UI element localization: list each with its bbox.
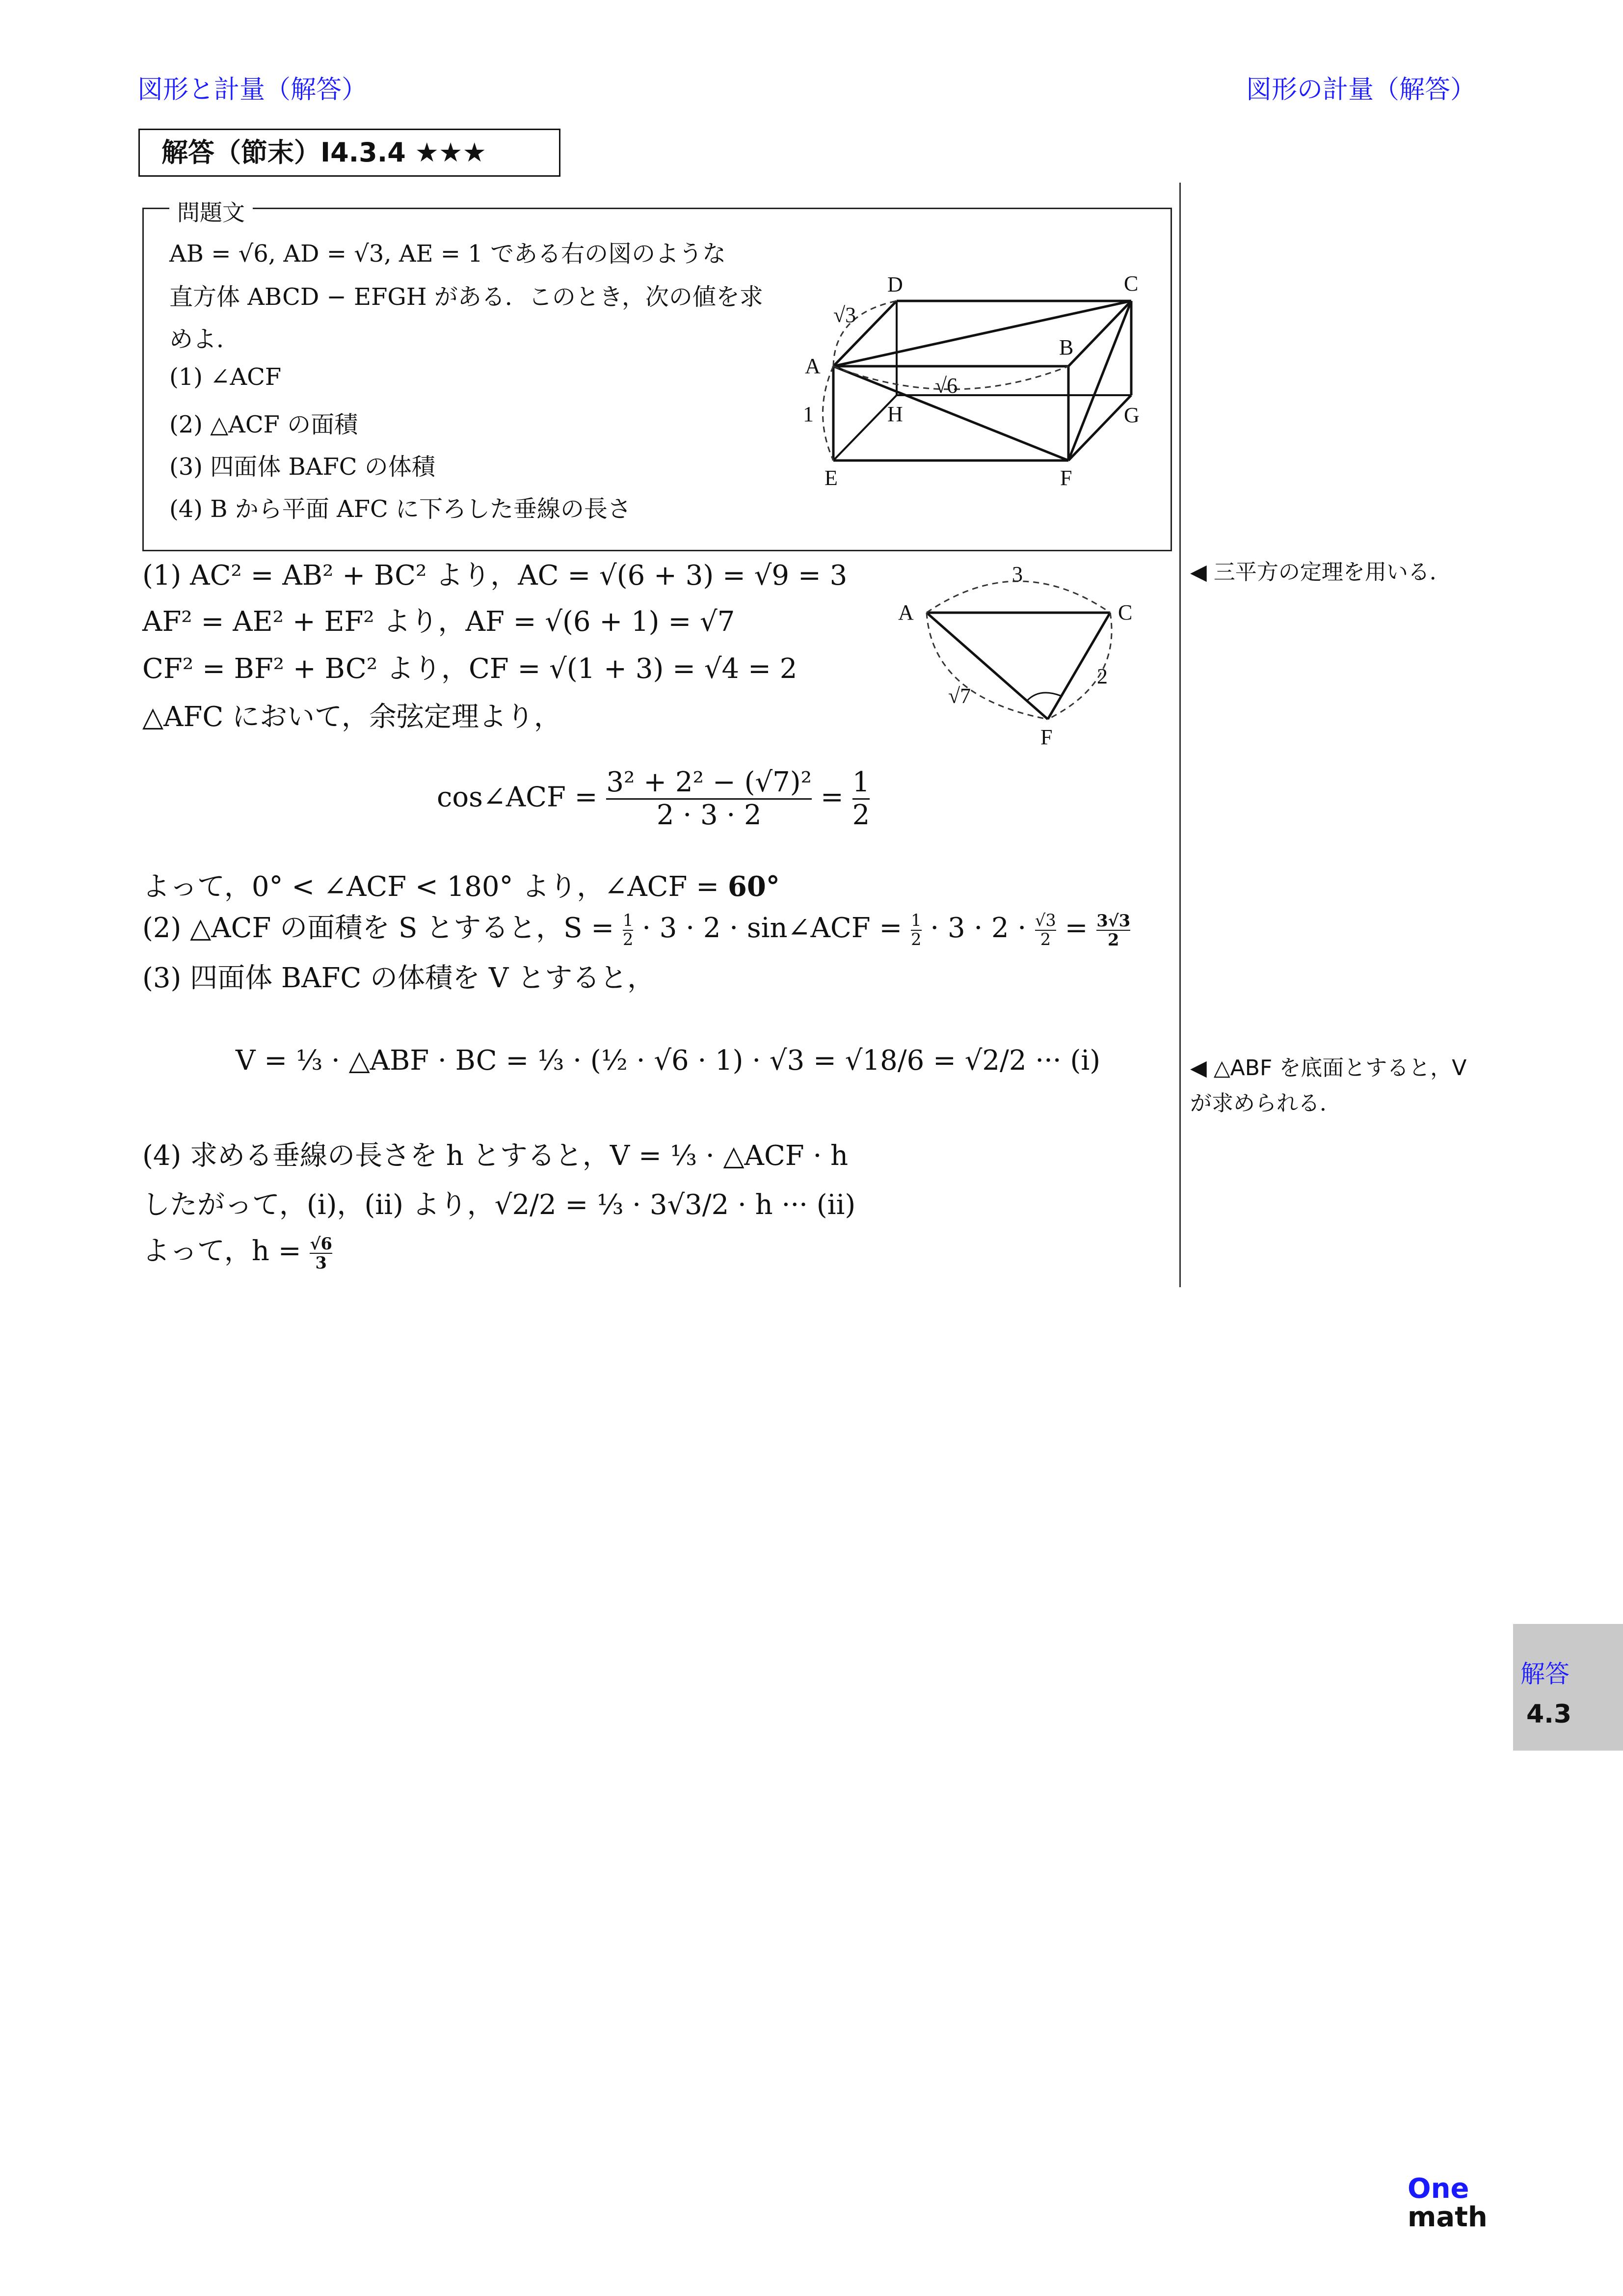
title-box: 解答（節末）I4.3.4 ★★★ (138, 129, 560, 177)
solution-2-text: (2) △ACF の面積を S とすると，S = (142, 912, 623, 944)
vertex-h: H (887, 402, 903, 426)
header-right-title: 図形の計量（解答） (1246, 75, 1476, 105)
solution-3-line: (3) 四面体 BAFC の体積を V とすると， (142, 962, 655, 994)
label-ae: 1 (803, 402, 814, 426)
tri-label-cf: 2 (1097, 664, 1108, 688)
problem-line-2: 直方体 ABCD − EFGH がある．このとき，次の値を求 (169, 283, 763, 311)
margin-note-1: ◀ 三平方の定理を用いる． (1190, 560, 1451, 585)
answer-2 (1096, 912, 1130, 949)
edge-bc (1068, 301, 1131, 366)
solution-1-line-1: (1) AC² = AB² + BC² より，AC = √(6 + 3) = √9 = 3 (142, 560, 848, 592)
label-ab: √6 (935, 374, 958, 398)
section-tab-label: 解答 (1520, 1660, 1570, 1688)
cos-denominator: 2 · 3 · 2 (606, 798, 812, 831)
sqrt3-over-2: $\frac{√3}{2}$ (1035, 910, 1056, 949)
problem-item-1: (1) ∠ACF (169, 363, 282, 391)
triangle-figure (883, 560, 1148, 751)
edge-fg (1068, 395, 1131, 460)
solution-1-line-2: AF² = AE² + EF² より，AF = √(6 + 1) = √7 (142, 606, 735, 638)
segment-ac (833, 301, 1131, 366)
segment-cf (1068, 301, 1131, 460)
cos-lhs: cos∠ACF = (437, 781, 598, 813)
margin-note-2b: が求められる． (1190, 1091, 1341, 1116)
cosine-equation (437, 767, 870, 832)
tri-vertex-a: A (898, 600, 914, 624)
problem-line-1: AB = √6, AD = √3, AE = 1 である右の図のような (169, 240, 726, 268)
tri-label-ac: 3 (1012, 562, 1023, 586)
cos-result-num: 1 (852, 766, 870, 798)
half-2: $\frac{1}{2}$ (911, 910, 922, 949)
vertex-f: F (1060, 466, 1072, 490)
header-left-title: 図形と計量（解答） (137, 75, 368, 105)
problem-line-3: めよ． (169, 325, 240, 353)
solution-2-eq: = (1056, 912, 1097, 944)
logo-line-2: math (1408, 2201, 1488, 2233)
answer-2-den: 2 (1096, 930, 1130, 949)
solution-1-conclusion (142, 865, 780, 904)
cos-fraction (606, 767, 812, 832)
answer-4-den: 3 (310, 1253, 332, 1272)
answer-1: 60° (727, 870, 780, 903)
solution-4-conclusion (142, 1229, 332, 1271)
cos-equals: = (820, 781, 844, 813)
solution-4-text: よって，h = (142, 1235, 310, 1267)
volume-equation: V = ⅓ · △ABF · BC = ⅓ · (½ · √6 · 1) · √3 = √18/6 = √2/2 ··· (i) (236, 1045, 1101, 1077)
tri-vertex-c: C (1118, 600, 1133, 624)
answer-4-num: √6 (310, 1233, 332, 1253)
answer-2-num: 3√3 (1096, 910, 1131, 930)
solution-1-line-4: △AFC において，余弦定理より， (142, 701, 561, 733)
margin-divider (1179, 183, 1181, 1287)
problem-item-4: (4) B から平面 AFC に下ろした垂線の長さ (169, 495, 631, 523)
vertex-e: E (825, 466, 838, 490)
solution-1-line-3: CF² = BF² + BC² より，CF = √(1 + 3) = √4 = 2 (142, 653, 798, 685)
problem-label: 問題文 (169, 195, 253, 227)
solution-2-mid: · 3 · 2 · sin∠ACF = (642, 912, 911, 944)
tri-vertex-f: F (1040, 725, 1053, 749)
half-1: $\frac{1}{2}$ (623, 910, 634, 949)
logo-line-1: One (1408, 2173, 1469, 2205)
cuboid-figure (795, 265, 1158, 501)
vertex-d: D (887, 272, 903, 297)
problem-item-3: (3) 四面体 BAFC の体積 (169, 453, 435, 481)
cos-numerator: 3² + 2² − (√7)² (606, 766, 812, 798)
vertex-c: C (1124, 271, 1139, 296)
cos-result-den: 2 (852, 799, 870, 832)
margin-note-2a: ◀ △ABF を底面とすると，V (1190, 1055, 1467, 1080)
answer-4 (310, 1235, 332, 1272)
problem-item-2: (2) △ACF の面積 (169, 411, 358, 438)
vertex-g: G (1124, 403, 1140, 427)
angle-mark-f (1027, 693, 1062, 701)
label-ad: √3 (833, 303, 856, 327)
solution-2-mid2: · 3 · 2 · (930, 912, 1036, 944)
vertex-b: B (1059, 335, 1074, 359)
solution-4-line-1: (4) 求める垂線の長さを h とすると，V = ⅓ · △ACF · h (142, 1140, 849, 1172)
solution-4-line-2: したがって，(i)，(ii) より，√2/2 = ⅓ · 3√3/2 · h ··· (ii) (142, 1189, 856, 1221)
cos-result (852, 767, 870, 832)
dim-arc-ae (823, 366, 834, 460)
vertex-a: A (805, 354, 821, 378)
solution-2-line (142, 906, 1130, 948)
tri-label-af: √7 (948, 684, 971, 708)
solution-1-conclusion-text: よって，0° < ∠ACF < 180° より，∠ACF = (142, 871, 728, 903)
section-tab-number: 4.3 (1526, 1700, 1572, 1729)
onemath-logo (1408, 2175, 1488, 2232)
